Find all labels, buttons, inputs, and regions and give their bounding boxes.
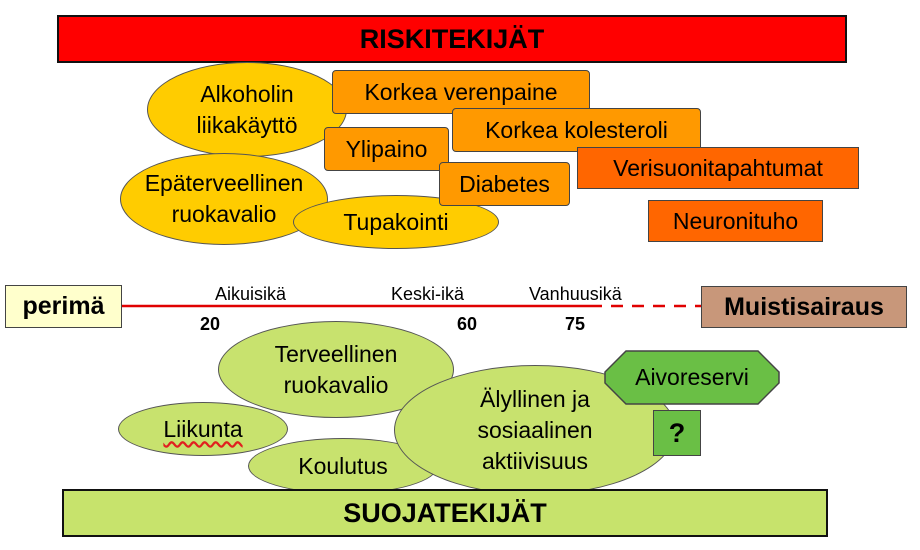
diabetes-label: Diabetes bbox=[459, 170, 550, 197]
exercise-node bbox=[118, 402, 288, 456]
high-cholesterol-label: Korkea kolesteroli bbox=[485, 116, 668, 143]
protective-factors-banner bbox=[62, 489, 828, 537]
alcohol-label-1: Alkoholin bbox=[200, 80, 294, 107]
protective-factors-title: SUOJATEKIJÄT bbox=[343, 497, 547, 528]
genetics-box bbox=[5, 285, 122, 328]
unhealthy-diet-label-1: Epäterveellinen bbox=[144, 170, 304, 196]
age-75: 75 bbox=[565, 314, 586, 334]
activity-label-1: Älyllinen ja bbox=[480, 385, 590, 412]
dementia-label: Muistisairaus bbox=[724, 292, 884, 321]
stage-adulthood: Aikuisikä bbox=[215, 284, 287, 304]
age-60: 60 bbox=[457, 314, 478, 334]
exercise-label: Liikunta bbox=[163, 415, 243, 442]
stage-old-age: Vanhuusikä bbox=[529, 284, 622, 304]
brain-reserve-node bbox=[604, 350, 780, 405]
activity-label-3: aktiivisuus bbox=[481, 447, 589, 474]
question-box bbox=[653, 410, 701, 456]
education-label: Koulutus bbox=[298, 452, 388, 479]
activity-label-2: sosiaalinen bbox=[477, 416, 593, 443]
genetics-label: perimä bbox=[22, 292, 105, 320]
question-label: ? bbox=[668, 417, 686, 448]
dementia-box bbox=[701, 286, 907, 328]
healthy-diet-label-2: ruokavalio bbox=[283, 371, 389, 398]
healthy-diet-label-1: Terveellinen bbox=[274, 340, 398, 367]
high-blood-pressure-label: Korkea verenpaine bbox=[364, 78, 558, 105]
neuron-damage-label: Neuronituho bbox=[672, 207, 799, 234]
stage-middle-age: Keski-ikä bbox=[391, 284, 465, 304]
alcohol-label-2: liikakäyttö bbox=[196, 111, 298, 138]
smoking-label: Tupakointi bbox=[343, 208, 449, 235]
unhealthy-diet-label-2: ruokavalio bbox=[171, 201, 277, 227]
risk-factors-title: RISKITEKIJÄT bbox=[359, 23, 545, 54]
age-20: 20 bbox=[200, 314, 221, 334]
brain-reserve-label: Aivoreservi bbox=[635, 364, 749, 390]
overweight-label: Ylipaino bbox=[345, 135, 428, 162]
vascular-events-label: Verisuonitapahtumat bbox=[613, 154, 823, 181]
